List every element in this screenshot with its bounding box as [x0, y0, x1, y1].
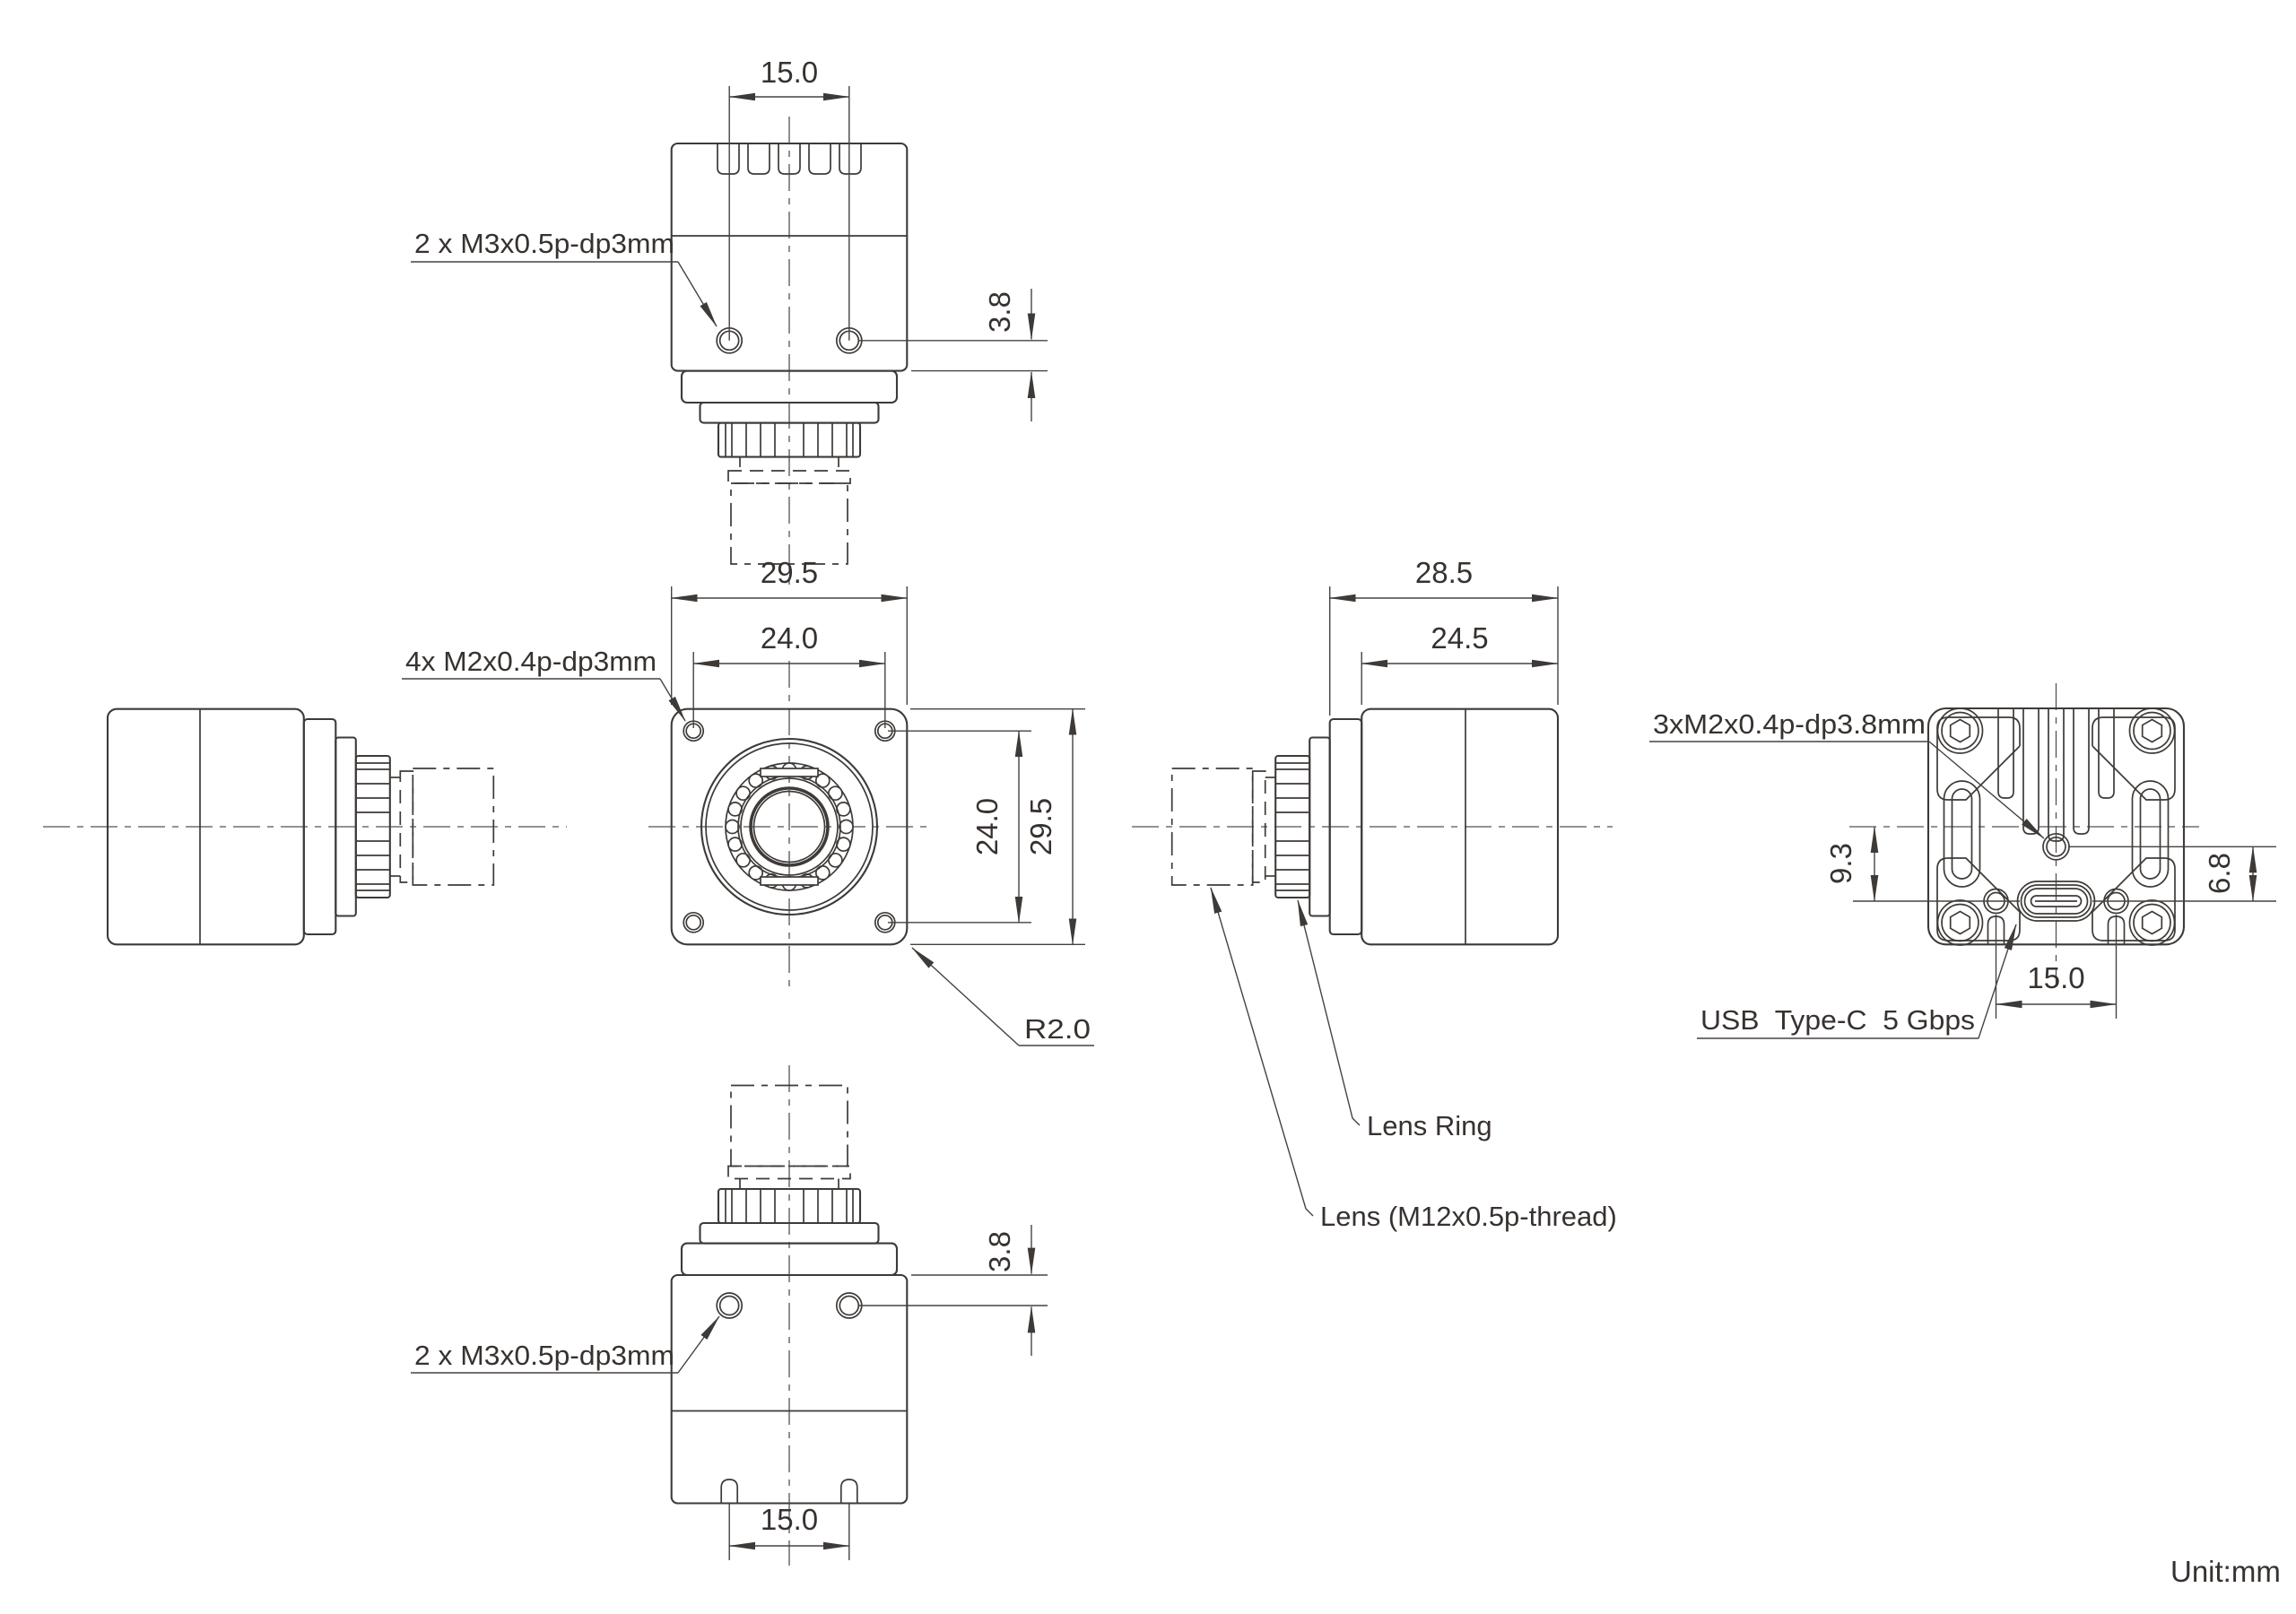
socket-screw — [1938, 708, 1983, 753]
socket-screw — [1938, 900, 1983, 945]
dim-front-hole-spacing-v: 24.0 — [970, 797, 1004, 856]
dim-bottom-hole-spacing: 15.0 — [2027, 961, 2085, 994]
dim-center-to-usb: 9.3 — [1824, 843, 1857, 884]
dim-front-height: 29.5 — [1024, 797, 1057, 856]
bottom-view — [411, 1065, 1048, 1566]
dim-hole-to-usb: 6.8 — [2203, 853, 2236, 894]
front-view — [402, 556, 1094, 1046]
dim-front-width: 29.5 — [760, 556, 819, 589]
lens-ring-label: Lens Ring — [1367, 1110, 1492, 1141]
back-thread-callout: 3xM2x0.4p-dp3.8mm — [1653, 708, 1926, 740]
dim-depth-body: 24.5 — [1431, 621, 1489, 655]
right-side-view — [1132, 556, 1617, 1232]
mount-slot — [841, 1480, 857, 1504]
top-view — [411, 56, 1048, 590]
dim-slot-spacing: 15.0 — [760, 1503, 819, 1536]
unit-note: Unit:mm — [2170, 1555, 2281, 1588]
left-side-view — [43, 709, 567, 945]
socket-screw — [2130, 708, 2175, 753]
socket-screw — [2130, 900, 2175, 945]
heatsink-fins — [1998, 708, 2114, 841]
screw-hole — [717, 1293, 742, 1318]
corner-screw-hole — [683, 913, 703, 933]
side-vent — [2133, 781, 2169, 887]
usb-port-label: USB Type-C 5 Gbps — [1700, 1004, 1975, 1036]
dim-front-hole-spacing-h: 24.0 — [760, 621, 819, 655]
top-thread-callout: 2 x M3x0.5p-dp3mm — [414, 228, 674, 259]
corner-radius-callout: R2.0 — [1024, 1013, 1091, 1045]
dim-top-hole-spacing: 15.0 — [760, 56, 819, 89]
back-view — [1649, 683, 2276, 1038]
dim-depth-total: 28.5 — [1414, 556, 1474, 589]
dim-top-hole-offset: 3.8 — [983, 291, 1016, 333]
mount-slot — [721, 1480, 737, 1504]
side-vent — [1944, 781, 1980, 887]
bottom-thread-callout: 2 x M3x0.5p-dp3mm — [414, 1340, 674, 1371]
lens-label: Lens (M12x0.5p-thread) — [1320, 1201, 1617, 1232]
dim-bottom-hole-offset: 3.8 — [983, 1231, 1016, 1272]
front-thread-callout: 4x M2x0.4p-dp3mm — [405, 646, 657, 677]
screw-hole — [837, 1293, 862, 1318]
